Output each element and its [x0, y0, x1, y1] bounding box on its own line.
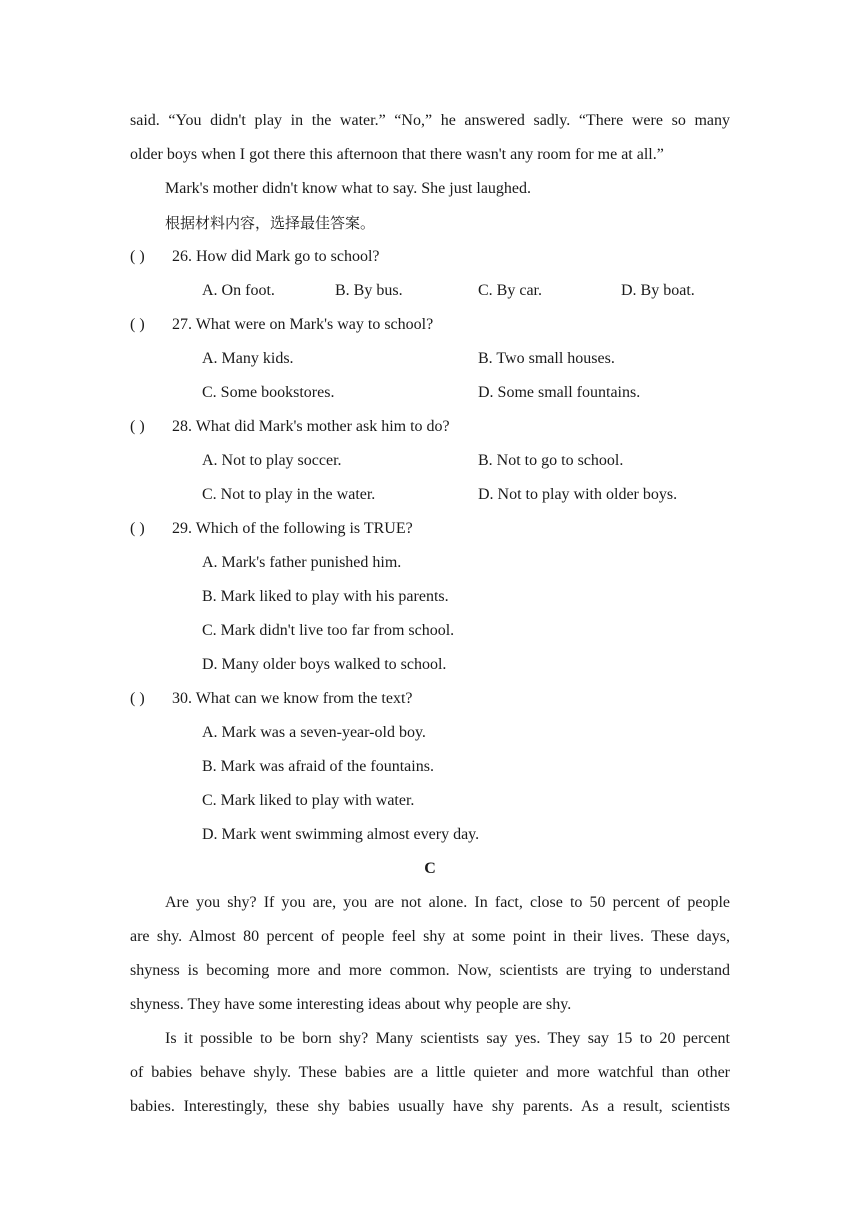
question-stem: 28. What did Mark's mother ask him to do? — [172, 418, 450, 435]
option-c[interactable]: C. Some bookstores. — [202, 384, 335, 401]
option-c[interactable]: C. Mark didn't live too far from school. — [202, 622, 455, 639]
question-stem: 30. What can we know from the text? — [172, 690, 413, 707]
question-stem: 26. How did Mark go to school? — [172, 248, 380, 265]
passage-line: are shy. Almost 80 percent of people feel shy at some point in their lives. These days, — [130, 928, 730, 945]
passage-line: Is it possible to be born shy? Many scientists say yes. They say 15 to 20 percent — [165, 1030, 730, 1047]
option-a[interactable]: A. Many kids. — [202, 350, 294, 367]
option-b[interactable]: B. Not to go to school. — [478, 452, 624, 469]
question-29 — [130, 512, 730, 546]
option-row — [130, 750, 730, 784]
option-row — [130, 614, 730, 648]
option-a[interactable]: A. Mark was a seven-year-old boy. — [202, 724, 426, 741]
question-27 — [130, 308, 730, 342]
question-26 — [130, 240, 730, 274]
answer-blank[interactable]: ( ) — [130, 418, 145, 435]
options-row — [130, 478, 730, 512]
question-28 — [130, 410, 730, 444]
answer-blank[interactable]: ( ) — [130, 316, 145, 333]
option-d[interactable]: D. Many older boys walked to school. — [202, 656, 447, 673]
option-c[interactable]: C. Mark liked to play with water. — [202, 792, 415, 809]
option-c[interactable]: C. Not to play in the water. — [202, 486, 376, 503]
option-row — [130, 818, 730, 852]
option-row — [130, 784, 730, 818]
question-stem: 29. Which of the following is TRUE? — [172, 520, 413, 537]
passage-line: babies. Interestingly, these shy babies usually have shy parents. As a result, scientists — [130, 1098, 730, 1115]
option-a[interactable]: A. Not to play soccer. — [202, 452, 342, 469]
passage-line: of babies behave shyly. These babies are a little quieter and more watchful than other — [130, 1064, 730, 1081]
passage-line: older boys when I got there this afternoon that there wasn't any room for me at all.” — [130, 146, 664, 163]
answer-blank[interactable]: ( ) — [130, 520, 145, 537]
option-b[interactable]: B. Two small houses. — [478, 350, 615, 367]
passage-line: Mark's mother didn't know what to say. She just laughed. — [165, 180, 532, 197]
passage-line: shyness is becoming more and more common. Now, scientists are trying to understand — [130, 962, 730, 979]
options-row — [130, 342, 730, 376]
option-b[interactable]: B. By bus. — [335, 282, 403, 299]
options-row — [130, 444, 730, 478]
option-d[interactable]: D. Some small fountains. — [478, 384, 641, 401]
options-row — [130, 274, 730, 308]
option-row — [130, 716, 730, 750]
question-30 — [130, 682, 730, 716]
document-page — [130, 104, 730, 1124]
section-title: C — [424, 860, 436, 877]
question-stem: 27. What were on Mark's way to school? — [172, 316, 434, 333]
passage-line: said. “You didn't play in the water.” “No,” he answered sadly. “There were so many — [130, 112, 730, 129]
passage-line: Are you shy? If you are, you are not alone. In fact, close to 50 percent of people — [165, 894, 730, 911]
option-a[interactable]: A. On foot. — [202, 282, 275, 299]
answer-blank[interactable]: ( ) — [130, 690, 145, 707]
option-b[interactable]: B. Mark was afraid of the fountains. — [202, 758, 434, 775]
option-row — [130, 546, 730, 580]
option-c[interactable]: C. By car. — [478, 282, 542, 299]
answer-blank[interactable]: ( ) — [130, 248, 145, 265]
instruction-text: 根据材料内容，选择最佳答案。 — [165, 214, 376, 232]
option-d[interactable]: D. Mark went swimming almost every day. — [202, 826, 480, 843]
option-row — [130, 648, 730, 682]
option-b[interactable]: B. Mark liked to play with his parents. — [202, 588, 449, 605]
passage-line: shyness. They have some interesting ideas about why people are shy. — [130, 996, 572, 1013]
options-row — [130, 376, 730, 410]
option-d[interactable]: D. Not to play with older boys. — [478, 486, 678, 503]
option-row — [130, 580, 730, 614]
option-d[interactable]: D. By boat. — [621, 282, 695, 299]
option-a[interactable]: A. Mark's father punished him. — [202, 554, 402, 571]
